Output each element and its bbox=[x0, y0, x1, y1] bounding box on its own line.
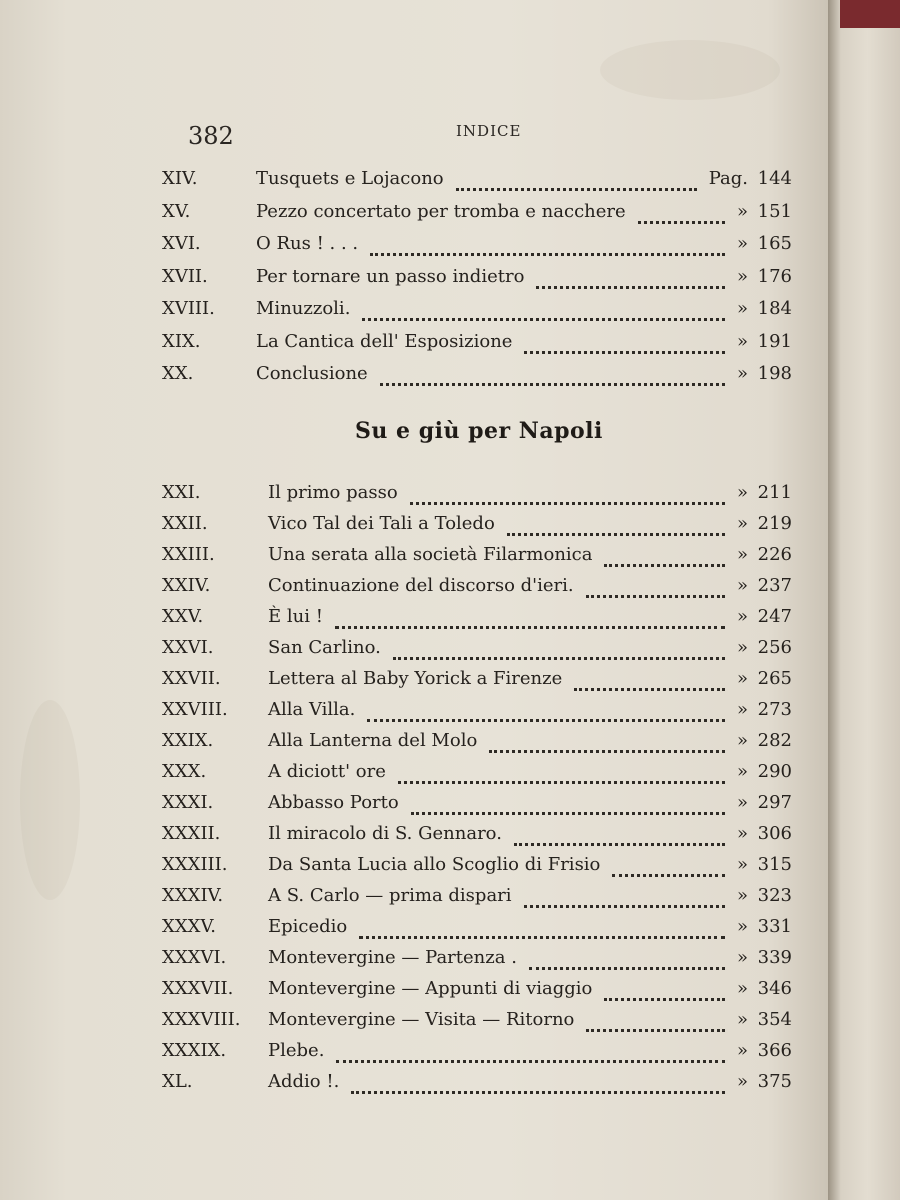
chapter-title: Da Santa Lucia allo Scoglio di Frisio bbox=[268, 854, 601, 875]
dot-leader bbox=[574, 672, 725, 691]
paper-stain bbox=[20, 700, 80, 900]
chapter-title: È lui ! bbox=[268, 606, 323, 627]
dot-leader bbox=[367, 703, 725, 722]
dot-leader bbox=[524, 889, 725, 908]
dot-leader bbox=[604, 548, 725, 567]
dot-leader bbox=[411, 796, 725, 815]
book-binding bbox=[828, 0, 900, 1200]
chapter-page-number: 191 bbox=[757, 330, 792, 352]
toc-entry bbox=[160, 637, 800, 667]
chapter-page-number: 315 bbox=[757, 854, 792, 875]
chapter-title: Plebe. bbox=[268, 1040, 325, 1061]
dot-leader bbox=[393, 641, 725, 660]
chapter-title: Il miracolo di S. Gennaro. bbox=[268, 823, 502, 844]
chapter-title: Vico Tal dei Tali a Toledo bbox=[268, 513, 495, 534]
chapter-title: Montevergine — Visita — Ritorno bbox=[268, 1009, 575, 1030]
page-prefix: » bbox=[736, 823, 748, 844]
toc-entry bbox=[160, 233, 800, 263]
chapter-title: Conclusione bbox=[256, 363, 368, 384]
chapter-number: XXIII. bbox=[162, 544, 215, 565]
dot-leader bbox=[586, 1013, 725, 1032]
page-prefix: » bbox=[736, 482, 748, 503]
page-prefix: » bbox=[736, 575, 748, 596]
dot-leader bbox=[514, 827, 725, 846]
book-cover-edge bbox=[840, 0, 900, 28]
page-prefix: » bbox=[736, 761, 748, 782]
toc-entry bbox=[160, 168, 800, 198]
toc-entry bbox=[160, 761, 800, 791]
page-header-title: INDICE bbox=[456, 122, 522, 140]
chapter-number: XIV. bbox=[162, 168, 198, 189]
page-prefix: » bbox=[736, 513, 748, 534]
chapter-title: Per tornare un passo indietro bbox=[256, 265, 525, 287]
page-prefix: » bbox=[736, 637, 748, 658]
chapter-page-number: 297 bbox=[757, 792, 792, 813]
chapter-number: XXXIV. bbox=[162, 885, 224, 906]
chapter-title: Lettera al Baby Yorick a Firenze bbox=[268, 668, 563, 689]
chapter-number: XXVII. bbox=[162, 668, 221, 689]
chapter-page-number: 273 bbox=[757, 699, 792, 720]
toc-entry bbox=[160, 544, 800, 574]
toc-entry bbox=[160, 513, 800, 543]
toc-entry bbox=[160, 363, 800, 393]
chapter-number: XXXVIII. bbox=[162, 1009, 241, 1030]
chapter-title: Continuazione del discorso d'ieri. bbox=[268, 575, 574, 596]
chapter-number: XXVIII. bbox=[162, 699, 228, 720]
chapter-page-number: 198 bbox=[757, 363, 792, 384]
dot-leader bbox=[586, 579, 725, 598]
page-prefix: » bbox=[736, 330, 748, 352]
page-prefix: » bbox=[736, 916, 748, 937]
dot-leader bbox=[638, 205, 725, 224]
dot-leader bbox=[380, 367, 725, 386]
chapter-title: Epicedio bbox=[268, 916, 348, 937]
paper-stain bbox=[600, 40, 780, 100]
page-prefix: » bbox=[736, 298, 748, 319]
page-number: 382 bbox=[188, 122, 234, 150]
toc-entry bbox=[160, 916, 800, 946]
chapter-page-number: 282 bbox=[757, 730, 792, 751]
toc-entry bbox=[160, 792, 800, 822]
chapter-number: XXXVI. bbox=[162, 947, 227, 968]
chapter-title: Una serata alla società Filarmonica bbox=[268, 544, 593, 565]
page-prefix: Pag. bbox=[708, 168, 748, 189]
page-prefix: » bbox=[736, 544, 748, 565]
chapter-title: Addio !. bbox=[268, 1071, 340, 1092]
toc-entry bbox=[160, 668, 800, 698]
dot-leader bbox=[410, 486, 725, 505]
chapter-page-number: 144 bbox=[757, 168, 792, 189]
chapter-number: XIX. bbox=[162, 330, 201, 352]
chapter-page-number: 211 bbox=[757, 482, 792, 503]
toc-entry bbox=[160, 1040, 800, 1070]
chapter-number: XXXI. bbox=[162, 792, 214, 813]
chapter-title: Alla Lanterna del Molo bbox=[268, 730, 478, 751]
toc-entry bbox=[160, 885, 800, 915]
toc-entry bbox=[160, 266, 800, 296]
chapter-title: Pezzo concertato per tromba e nacchere bbox=[256, 200, 626, 222]
chapter-page-number: 366 bbox=[757, 1040, 792, 1061]
chapter-page-number: 323 bbox=[757, 885, 792, 906]
chapter-title: Abbasso Porto bbox=[268, 792, 399, 813]
chapter-title: Tusquets e Lojacono bbox=[256, 168, 444, 189]
page-prefix: » bbox=[736, 200, 748, 222]
chapter-title: Montevergine — Appunti di viaggio bbox=[268, 978, 593, 999]
chapter-page-number: 346 bbox=[757, 978, 792, 999]
toc-entry bbox=[160, 823, 800, 853]
page-prefix: » bbox=[736, 854, 748, 875]
dot-leader bbox=[335, 610, 725, 629]
chapter-number: XXXIII. bbox=[162, 854, 228, 875]
chapter-page-number: 226 bbox=[757, 544, 792, 565]
dot-leader bbox=[362, 302, 725, 321]
chapter-title: La Cantica dell' Esposizione bbox=[256, 330, 513, 352]
toc-entry bbox=[160, 978, 800, 1008]
page-prefix: » bbox=[736, 1009, 748, 1030]
chapter-page-number: 306 bbox=[757, 823, 792, 844]
page-prefix: » bbox=[736, 363, 748, 384]
dot-leader bbox=[336, 1044, 725, 1063]
chapter-number: XL. bbox=[162, 1071, 193, 1092]
dot-leader bbox=[359, 920, 725, 939]
page-prefix: » bbox=[736, 978, 748, 999]
chapter-number: XXVI. bbox=[162, 637, 214, 658]
chapter-page-number: 375 bbox=[757, 1071, 792, 1092]
page-prefix: » bbox=[736, 606, 748, 627]
dot-leader bbox=[529, 951, 725, 970]
dot-leader bbox=[612, 858, 725, 877]
dot-leader bbox=[489, 734, 725, 753]
chapter-number: XXXIX. bbox=[162, 1040, 227, 1061]
toc-entry bbox=[160, 575, 800, 605]
toc-entry bbox=[160, 947, 800, 977]
toc-entry bbox=[160, 699, 800, 729]
chapter-page-number: 151 bbox=[757, 200, 792, 222]
chapter-page-number: 339 bbox=[757, 947, 792, 968]
chapter-title: Montevergine — Partenza . bbox=[268, 947, 517, 968]
page-prefix: » bbox=[736, 1071, 748, 1092]
chapter-title: Minuzzoli. bbox=[256, 298, 351, 319]
dot-leader bbox=[604, 982, 725, 1001]
section-title: Su e giù per Napoli bbox=[355, 418, 603, 444]
page-prefix: » bbox=[736, 947, 748, 968]
dot-leader bbox=[507, 517, 725, 536]
page-prefix: » bbox=[736, 885, 748, 906]
dot-leader bbox=[370, 237, 725, 256]
page-prefix: » bbox=[736, 730, 748, 751]
page-prefix: » bbox=[736, 792, 748, 813]
chapter-page-number: 237 bbox=[757, 575, 792, 596]
chapter-title: Alla Villa. bbox=[268, 699, 356, 720]
chapter-page-number: 256 bbox=[757, 637, 792, 658]
chapter-title: A diciott' ore bbox=[268, 761, 386, 782]
dot-leader bbox=[456, 172, 697, 191]
toc-entry bbox=[160, 1071, 800, 1101]
toc-entry bbox=[160, 606, 800, 636]
toc-entry bbox=[160, 482, 800, 512]
chapter-page-number: 176 bbox=[757, 265, 792, 287]
chapter-page-number: 247 bbox=[757, 606, 792, 627]
page-prefix: » bbox=[736, 233, 748, 254]
dot-leader bbox=[398, 765, 725, 784]
chapter-page-number: 219 bbox=[757, 513, 792, 534]
chapter-number: XVI. bbox=[162, 233, 201, 254]
chapter-number: XVIII. bbox=[162, 298, 215, 319]
chapter-number: XXIX. bbox=[162, 730, 214, 751]
chapter-page-number: 265 bbox=[757, 668, 792, 689]
chapter-number: XX. bbox=[162, 363, 194, 384]
toc-entry bbox=[160, 201, 800, 231]
toc-entry bbox=[160, 854, 800, 884]
chapter-title: O Rus ! . . . bbox=[256, 233, 359, 254]
page-prefix: » bbox=[736, 699, 748, 720]
chapter-title: A S. Carlo — prima dispari bbox=[268, 885, 512, 906]
chapter-number: XXXVII. bbox=[162, 978, 234, 999]
chapter-number: XV. bbox=[162, 200, 191, 222]
chapter-number: XXI. bbox=[162, 482, 201, 503]
chapter-page-number: 290 bbox=[757, 761, 792, 782]
chapter-number: XXXII. bbox=[162, 823, 221, 844]
page-prefix: » bbox=[736, 668, 748, 689]
dot-leader bbox=[524, 335, 725, 354]
chapter-number: XXV. bbox=[162, 606, 204, 627]
dot-leader bbox=[351, 1075, 725, 1094]
chapter-number: XVII. bbox=[162, 265, 208, 287]
chapter-title: Il primo passo bbox=[268, 482, 398, 503]
chapter-page-number: 331 bbox=[757, 916, 792, 937]
chapter-number: XXXV. bbox=[162, 916, 217, 937]
toc-entry bbox=[160, 1009, 800, 1039]
toc-entry bbox=[160, 730, 800, 760]
page-prefix: » bbox=[736, 1040, 748, 1061]
toc-entry bbox=[160, 331, 800, 361]
chapter-number: XXIV. bbox=[162, 575, 211, 596]
toc-entry bbox=[160, 298, 800, 328]
chapter-number: XXX. bbox=[162, 761, 207, 782]
chapter-title: San Carlino. bbox=[268, 637, 381, 658]
chapter-page-number: 184 bbox=[757, 298, 792, 319]
page-prefix: » bbox=[736, 265, 748, 287]
chapter-page-number: 354 bbox=[757, 1009, 792, 1030]
chapter-number: XXII. bbox=[162, 513, 208, 534]
dot-leader bbox=[536, 270, 725, 289]
chapter-page-number: 165 bbox=[757, 233, 792, 254]
